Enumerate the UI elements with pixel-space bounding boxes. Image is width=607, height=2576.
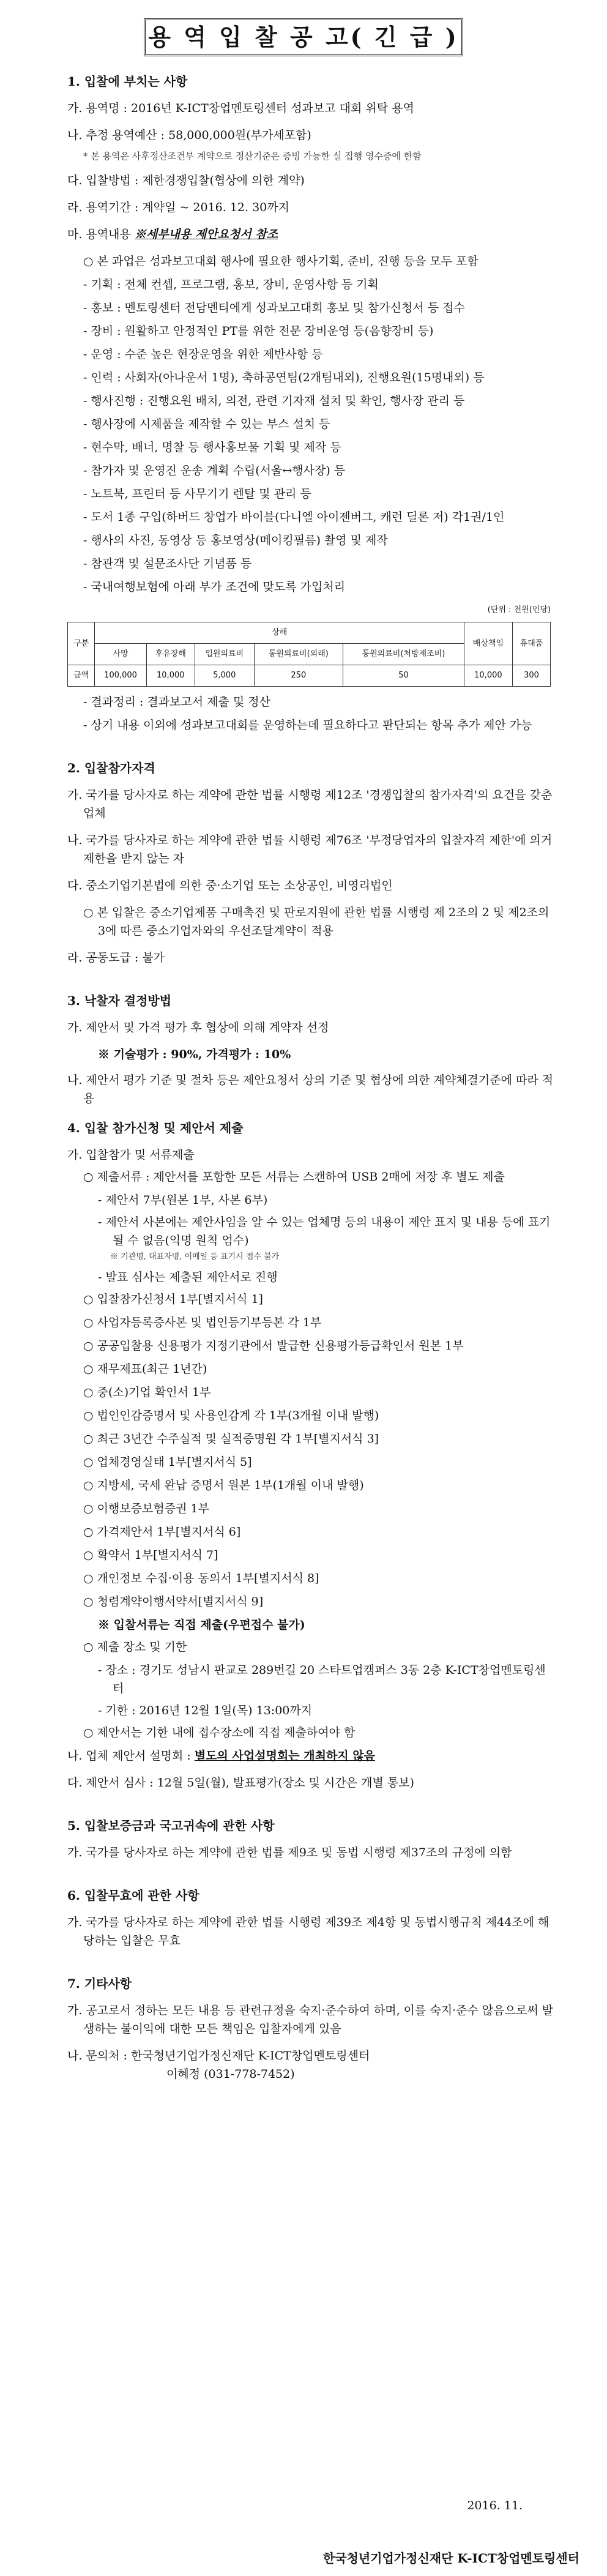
- s3-ga: 가. 제안서 및 가격 평가 후 협상에 의해 계약자 선정: [67, 1021, 329, 1034]
- doc-line: - 기한 : 2016년 12월 1일(목) 13:00까지: [98, 1704, 313, 1717]
- s3-note: ※ 기술평가 : 90%, 가격평가 : 10%: [98, 1048, 291, 1061]
- section-6-heading: 6. 입찰무효에 관한 사항: [67, 1888, 199, 1903]
- task-line: ○ 본 과업은 성과보고대회 행사에 필요한 행사기획, 준비, 진행 등을 모두 포함: [83, 255, 479, 268]
- s4-na: [67, 1747, 557, 1765]
- table-cell: 300: [513, 665, 551, 687]
- s4-na-emph: 별도의 사업설명회는 개최하지 않음: [194, 1749, 375, 1763]
- s5-ga: 가. 국가를 당사자로 하는 계약에 관한 법률 제9조 및 동법 시행령 제37조의 규정에 의함: [67, 1846, 512, 1859]
- issuer-name: 한국청년기업가정신재단 K-ICT창업멘토링센터: [322, 2551, 579, 2566]
- section-5-heading: 5. 입찰보증금과 국고귀속에 관한 사항: [67, 1818, 275, 1833]
- contact-line: 나. 문의처 : 한국청년기업가정신재단 K-ICT창업멘토링센터: [67, 2049, 370, 2063]
- table-row: [68, 665, 551, 687]
- table-header: 구분: [68, 622, 95, 665]
- table-cell: 10,000: [146, 665, 195, 687]
- s1-task-list: [67, 252, 557, 596]
- s4-document-list: [67, 1168, 557, 1742]
- table-header: 후유장해: [146, 644, 195, 665]
- doc-line: ○ 사업자등록증사본 및 법인등기부등본 각 1부: [83, 1316, 322, 1329]
- s4-ga: 가. 입찰참가 및 서류제출: [67, 1148, 195, 1162]
- s4-na-label: 나. 업체 제안서 설명회 :: [67, 1749, 195, 1763]
- s7-ga: 가. 공고로서 정하는 모든 내용 등 관련규정을 숙지·준수하여 하며, 이를 숙지·준수 않음으로써 발생하는 불이익에 대한 모든 책임은 입찰자에게 있음: [67, 2004, 554, 2036]
- table-cell: 5,000: [195, 665, 254, 687]
- s1-na-note: * 본 용역은 사후정산조건부 계약으로 정산기준은 증빙 가능한 실 집행 영수증에 한함: [83, 151, 422, 162]
- s1-ma-ref: ※세부내용 제안요청서 참조: [134, 228, 278, 241]
- contact-person: 이혜정 (031-778-7452): [166, 2067, 295, 2081]
- s2-da: 다. 중소기업기본법에 의한 중·소기업 또는 소상공인, 비영리법인: [67, 879, 393, 892]
- table-header: 통원의료비(외래): [254, 644, 343, 665]
- table-cell: 100,000: [95, 665, 146, 687]
- task-line: - 행사진행 : 진행요원 배치, 의전, 관련 기자재 설치 및 확인, 행사장 관리 등: [83, 394, 465, 408]
- section-3-heading: 3. 낙찰자 결정방법: [67, 993, 172, 1008]
- task-line: - 결과정리 : 결과보고서 제출 및 정산: [83, 695, 271, 709]
- doc-line: ○ 중(소)기업 확인서 1부: [83, 1386, 211, 1399]
- s7-na: [67, 2047, 557, 2065]
- task-line: - 참가자 및 운영진 운송 계획 수립(서울↔행사장) 등: [83, 464, 346, 477]
- s2-da-sub: ○ 본 입찰은 중소기업제품 구매촉진 및 판로지원에 관한 법률 시행령 제 2조의 2 및 제2조의 3에 따른 중소기업자와의 우선조달계약이 적용: [83, 906, 549, 938]
- insurance-table: [67, 622, 551, 687]
- task-line: - 노트북, 프린터 등 사무기기 렌탈 및 관리 등: [83, 487, 311, 501]
- section-7-heading: 7. 기타사항: [67, 1976, 132, 1991]
- task-line: - 상기 내용 이외에 성과보고대회를 운영하는데 필요하다고 판단되는 항목 추가 제안 가능: [83, 719, 532, 732]
- notice-date: 2016. 11.: [467, 2499, 523, 2512]
- doc-line: ○ 최근 3년간 수주실적 및 실적증명원 각 1부[별지서식 3]: [83, 1432, 379, 1446]
- doc-line: ○ 청렴계약이행서약서[별지서식 9]: [83, 1595, 264, 1608]
- doc-line: - 제안서 사본에는 제안사임을 알 수 있는 업체명 등의 내용이 제안 표지 및 내용 등에 표기될 수 없음(익명 원칙 엄수): [98, 1215, 551, 1247]
- table-cell: 250: [254, 665, 343, 687]
- page-title: [144, 18, 463, 56]
- doc-line: ○ 개인정보 수집·이용 동의서 1부[별지서식 8]: [83, 1572, 319, 1585]
- doc-line: - 제안서 7부(원본 1부, 사본 6부): [98, 1193, 268, 1207]
- table-cell: 금액: [68, 665, 95, 687]
- s1-ma: [67, 225, 557, 244]
- table-header: 휴대품: [513, 622, 551, 665]
- doc-line: ○ 공공입찰용 신용평가 지정기관에서 발급한 신용평가등급확인서 원본 1부: [83, 1339, 464, 1353]
- task-line: - 홍보 : 멘토링센터 전담멘티에게 성과보고대회 홍보 및 참가신청서 등 접수: [83, 301, 465, 315]
- table-header: 상해: [95, 622, 464, 644]
- table-cell: 50: [343, 665, 464, 687]
- s1-ga: 가. 용역명 : 2016년 K-ICT창업멘토링센터 성과보고 대회 위탁 용역: [67, 102, 414, 115]
- task-line: - 인력 : 사회자(아나운서 1명), 축하공연팀(2개팀내외), 진행요원(15명내외) 등: [83, 371, 485, 384]
- table-header: 입원의료비: [195, 644, 254, 665]
- task-line: - 운영 : 수준 높은 현장운영을 위한 제반사항 등: [83, 348, 323, 361]
- doc-line: ○ 지방세, 국세 완납 증명서 원본 1부(1개월 이내 발행): [83, 1479, 364, 1492]
- task-line: - 기획 : 전체 컨셉, 프로그램, 홍보, 장비, 운영사항 등 기획: [83, 278, 379, 291]
- doc-line: ○ 제안서는 기한 내에 접수장소에 직접 제출하여야 함: [83, 1726, 356, 1739]
- doc-line: - 장소 : 경기도 성남시 판교로 289번길 20 스타트업캠퍼스 3동 2층 K-ICT창업멘토링센터: [98, 1663, 546, 1695]
- task-line: - 현수막, 배너, 명찰 등 행사홍보물 기획 및 제작 등: [83, 441, 341, 454]
- s6-ga: 가. 국가를 당사자로 하는 계약에 관한 법률 시행령 제39조 제4항 및 동법시행규칙 제44조에 해당하는 입찰은 무효: [67, 1916, 549, 1947]
- doc-line: ○ 법인인감증명서 및 사용인감계 각 1부(3개월 이내 발행): [83, 1409, 379, 1422]
- section-2-heading: 2. 입찰참가자격: [67, 761, 155, 775]
- doc-line: ※ 입찰서류는 직접 제출(우편접수 불가): [98, 1618, 305, 1632]
- s1-ra: 라. 용역기간 : 계약일 ~ 2016. 12. 30까지: [67, 201, 289, 214]
- s1-ma-label: 마. 용역내용: [67, 228, 135, 241]
- table-cell: 10,000: [464, 665, 512, 687]
- task-line: - 도서 1종 구입(하버드 창업가 바이블(다니엘 아이젠버그, 캐런 딜론 저) 각1권/1인: [83, 510, 505, 524]
- insurance-unit: (단위 : 천원(인당): [487, 605, 551, 614]
- table-header: 배상책임: [464, 622, 512, 665]
- table-header: 통원의료비(처방제조비): [343, 644, 464, 665]
- title-text: 용 역 입 찰 공 고( 긴 급 ): [148, 23, 459, 51]
- task-line: - 행사장에 시제품을 제작할 수 있는 부스 설치 등: [83, 417, 330, 431]
- task-line: - 행사의 사진, 동영상 등 홍보영상(메이킹필름) 촬영 및 제작: [83, 534, 388, 547]
- doc-line: ※ 기관명, 대표자명, 이메일 등 표기시 접수 불가: [110, 1252, 280, 1261]
- notice-body: [67, 72, 557, 2092]
- s3-na: 나. 제안서 평가 기준 및 절차 등은 제안요청서 상의 기준 및 협상에 의한 계약체결기준에 따라 적용: [67, 1073, 554, 1105]
- doc-line: ○ 업체경영실태 1부[별지서식 5]: [83, 1455, 252, 1469]
- task-line: - 참관객 및 설문조사단 기념품 등: [83, 557, 252, 570]
- section-1-heading: 1. 입찰에 부치는 사항: [67, 74, 188, 89]
- doc-line: ○ 입찰참가신청서 1부[별지서식 1]: [83, 1293, 263, 1306]
- s2-ga: 가. 국가를 당사자로 하는 계약에 관한 법률 시행령 제12조 '경쟁입찰의 참가자격'의 요건을 갖춘 업체: [67, 788, 553, 820]
- doc-line: - 발표 심사는 제출된 제안서로 진행: [98, 1271, 278, 1284]
- doc-line: ○ 제출 장소 및 기한: [83, 1640, 187, 1654]
- section-4-heading: 4. 입찰 참가신청 및 제안서 제출: [67, 1121, 244, 1135]
- table-header: 사망: [95, 644, 146, 665]
- s2-ra: 라. 공동도급 : 불가: [67, 951, 165, 965]
- doc-line: ○ 가격제안서 1부[별지서식 6]: [83, 1525, 241, 1539]
- s2-na: 나. 국가를 당사자로 하는 계약에 관한 법률 시행령 제76조 '부정당업자의 입찰자격 제한'에 의거 제한을 받지 않는 자: [67, 834, 553, 865]
- s4-da: 다. 제안서 심사 : 12월 5일(월), 발표평가(장소 및 시간은 개별 통보): [67, 1776, 414, 1790]
- s1-na: 나. 추정 용역예산 : 58,000,000원(부가세포함): [67, 129, 311, 142]
- doc-line: ○ 확약서 1부[별지서식 7]: [83, 1548, 218, 1562]
- s1-da: 다. 입찰방법 : 제한경쟁입찰(협상에 의한 계약): [67, 174, 305, 187]
- doc-line: ○ 이행보증보험증권 1부: [83, 1502, 209, 1515]
- doc-line: ○ 제출서류 : 제안서를 포함한 모든 서류는 스캔하여 USB 2매에 저장 후 별도 제출: [83, 1170, 505, 1184]
- doc-line: ○ 재무제표(최근 1년간): [83, 1362, 207, 1376]
- task-line: - 장비 : 원활하고 안정적인 PT를 위한 전문 장비운영 등(음향장비 등): [83, 324, 434, 338]
- task-line: - 국내여행보험에 아래 부가 조건에 맞도록 가입처리: [83, 580, 346, 594]
